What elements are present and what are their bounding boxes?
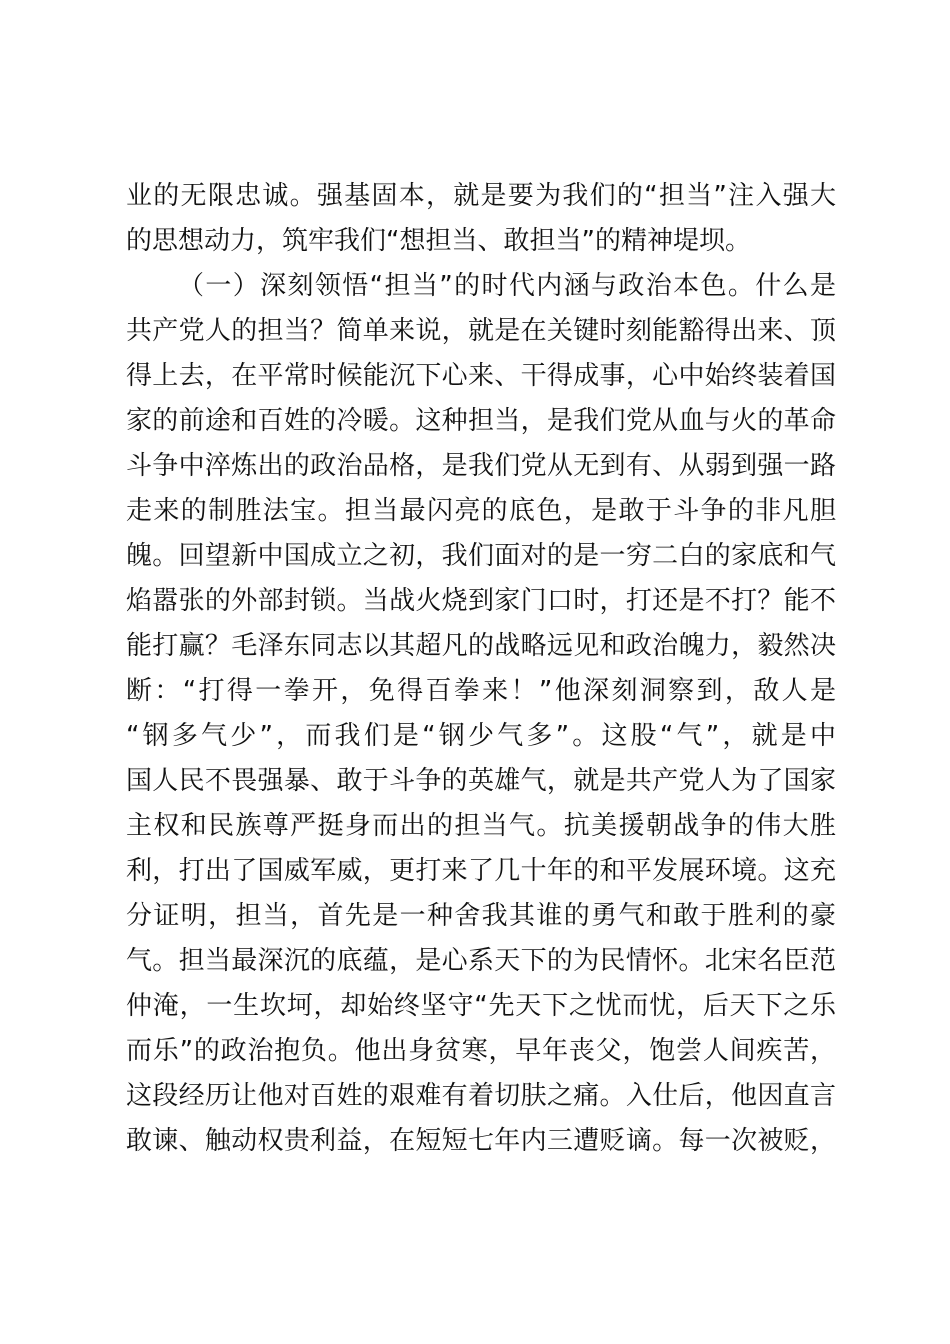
text-line: 而乐”的政治抱负。他出身贫寒，早年丧父，饱尝人间疾苦， — [126, 1036, 836, 1066]
text-line: 走来的制胜法宝。担当最闪亮的底色，是敢于斗争的非凡胆 — [126, 496, 836, 526]
text-line: 业的无限忠诚。强基固本，就是要为我们的“担当”注入强大 — [126, 181, 836, 211]
text-line: （一）深刻领悟“担当”的时代内涵与政治本色。什么是 — [178, 271, 836, 301]
text-line: 断：“打得一拳开，免得百拳来！”他深刻洞察到，敌人是 — [126, 676, 836, 706]
text-line: 敢谏、触动权贵利益，在短短七年内三遭贬谪。每一次被贬， — [126, 1126, 836, 1156]
text-line: 斗争中淬炼出的政治品格，是我们党从无到有、从弱到强一路 — [126, 451, 836, 481]
text-line: 仲淹，一生坎坷，却始终坚守“先天下之忧而忧，后天下之乐 — [126, 991, 836, 1021]
text-line: 国人民不畏强暴、敢于斗争的英雄气，就是共产党人为了国家 — [126, 766, 836, 796]
text-line: 魄。回望新中国成立之初，我们面对的是一穷二白的家底和气 — [126, 541, 836, 571]
text-line: 焰嚣张的外部封锁。当战火烧到家门口时，打还是不打？能不 — [126, 586, 836, 616]
body-text — [126, 174, 836, 1164]
text-line: “钢多气少”，而我们是“钢少气多”。这股“气”，就是中 — [126, 721, 836, 751]
text-line: 共产党人的担当？简单来说，就是在关键时刻能豁得出来、顶 — [126, 316, 836, 346]
text-line: 分证明，担当，首先是一种舍我其谁的勇气和敢于胜利的豪 — [126, 901, 836, 931]
text-line: 主权和民族尊严挺身而出的担当气。抗美援朝战争的伟大胜 — [126, 811, 836, 841]
text-line: 气。担当最深沉的底蕴，是心系天下的为民情怀。北宋名臣范 — [126, 946, 836, 976]
text-line: 能打赢？毛泽东同志以其超凡的战略远见和政治魄力，毅然决 — [126, 631, 836, 661]
text-line: 得上去，在平常时候能沉下心来、干得成事，心中始终装着国 — [126, 361, 836, 391]
text-line: 的思想动力，筑牢我们“想担当、敢担当”的精神堤坝。 — [126, 226, 751, 256]
text-line: 这段经历让他对百姓的艰难有着切肤之痛。入仕后，他因直言 — [126, 1081, 836, 1111]
text-line: 家的前途和百姓的冷暖。这种担当，是我们党从血与火的革命 — [126, 406, 836, 436]
text-line: 利，打出了国威军威，更打来了几十年的和平发展环境。这充 — [126, 856, 836, 886]
